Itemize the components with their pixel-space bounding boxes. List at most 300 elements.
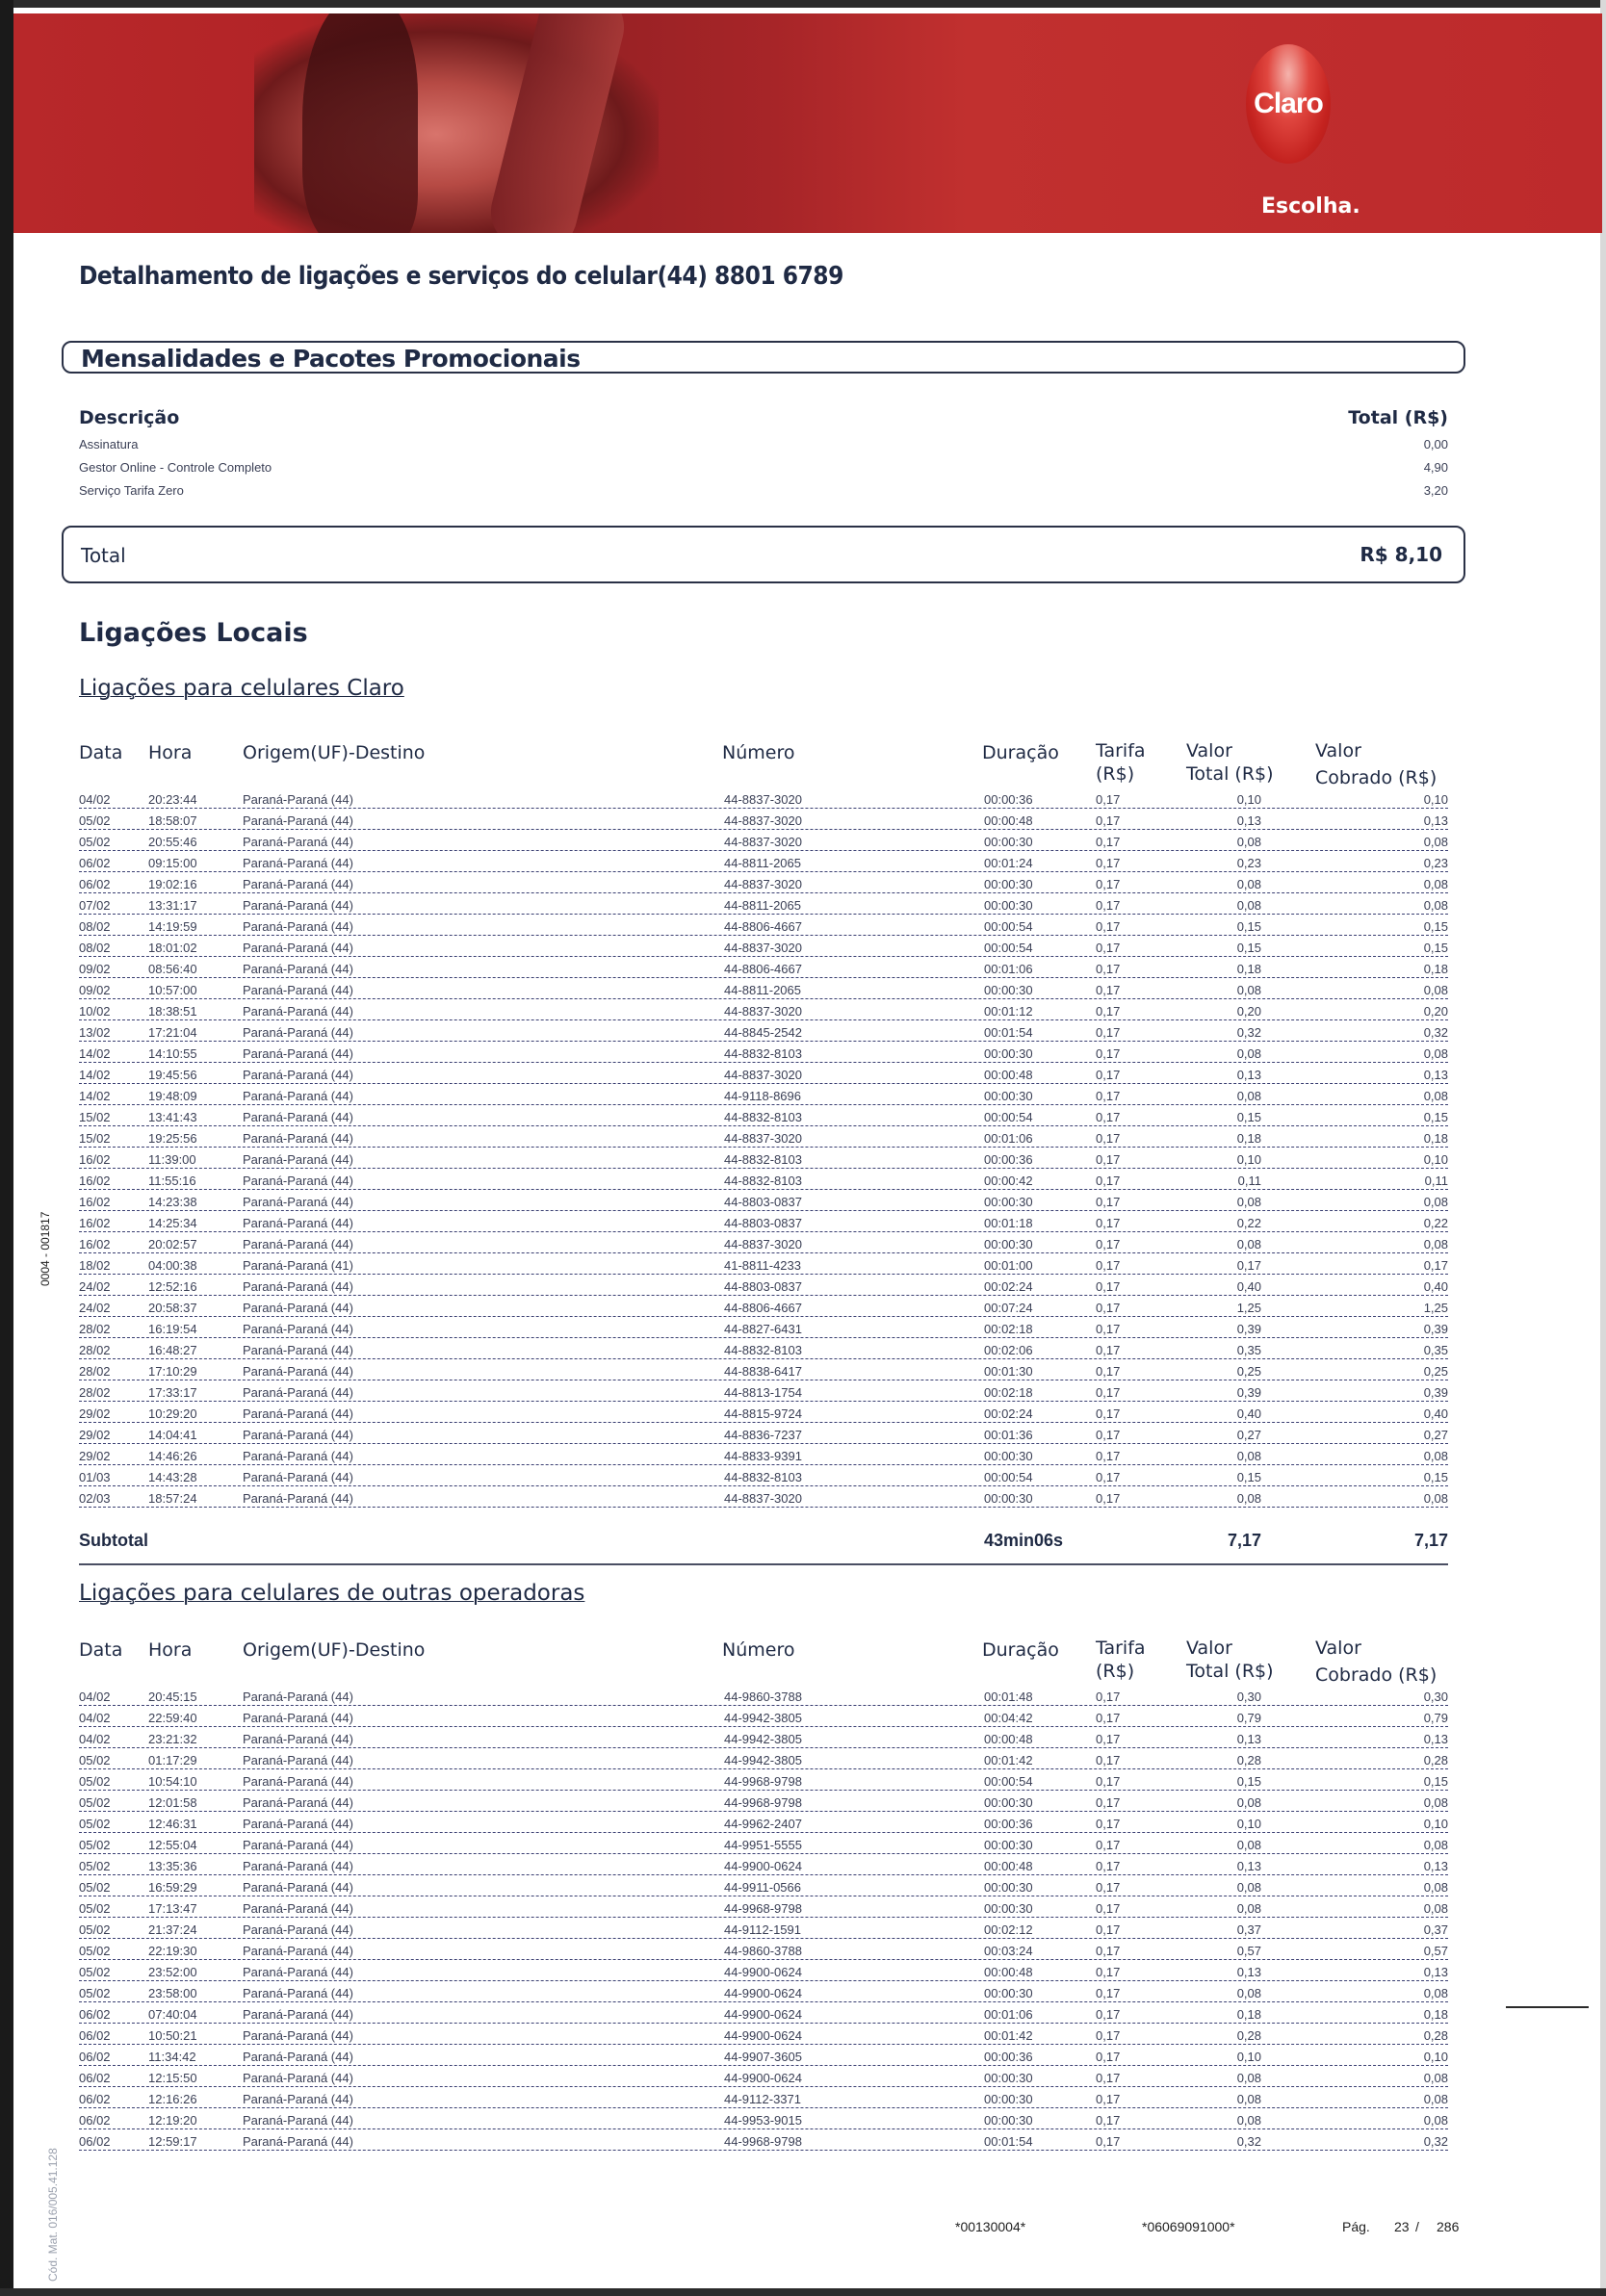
call-date: 14/02 — [79, 1046, 111, 1061]
call-charged-value: 0,11 — [1424, 1174, 1448, 1188]
call-rate: 0,17 — [1096, 1880, 1121, 1895]
call-charged-value: 0,10 — [1423, 1152, 1448, 1167]
call-number: 44-8837-3020 — [724, 1004, 802, 1019]
call-rate: 0,17 — [1096, 1258, 1121, 1273]
call-row — [79, 1002, 1448, 1020]
call-route: Paraná-Paraná (44) — [243, 1922, 353, 1937]
call-route: Paraná-Paraná (44) — [243, 1880, 353, 1895]
call-number: 44-8806-4667 — [724, 1301, 802, 1315]
call-rate: 0,17 — [1096, 1491, 1121, 1506]
call-total-value: 0,08 — [1236, 1901, 1261, 1916]
call-route: Paraná-Paraná (44) — [243, 792, 353, 807]
call-rate: 0,17 — [1096, 1279, 1121, 1294]
call-time: 20:45:15 — [148, 1690, 197, 1704]
call-row — [79, 2069, 1448, 2087]
call-row — [79, 833, 1448, 851]
call-time: 20:23:44 — [148, 792, 197, 807]
call-time: 12:59:17 — [148, 2134, 197, 2149]
call-time: 13:31:17 — [148, 898, 197, 913]
call-date: 04/02 — [79, 792, 111, 807]
call-duration: 00:00:30 — [984, 1089, 1033, 1103]
call-row — [79, 1942, 1448, 1960]
call-date: 05/02 — [79, 1838, 111, 1852]
call-charged-value: 0,08 — [1423, 835, 1448, 849]
call-duration: 00:00:30 — [984, 1901, 1033, 1916]
call-total-value: 0,13 — [1236, 1732, 1261, 1746]
call-row — [79, 939, 1448, 957]
call-total-value: 0,25 — [1236, 1364, 1261, 1379]
call-time: 16:59:29 — [148, 1880, 197, 1895]
call-time: 14:10:55 — [148, 1046, 197, 1061]
call-total-value: 0,10 — [1236, 792, 1261, 807]
call-time: 22:19:30 — [148, 1944, 197, 1958]
call-charged-value: 0,15 — [1423, 1110, 1448, 1124]
call-charged-value: 0,27 — [1423, 1428, 1448, 1442]
call-total-value: 0,10 — [1236, 1152, 1261, 1167]
call-route: Paraná-Paraná (44) — [243, 962, 353, 976]
call-time: 10:29:20 — [148, 1406, 197, 1421]
call-total-value: 0,35 — [1236, 1343, 1261, 1357]
call-number: 44-8832-8103 — [724, 1174, 802, 1188]
call-number: 44-9900-0624 — [724, 1965, 802, 1979]
call-rate: 0,17 — [1096, 1690, 1121, 1704]
call-rate: 0,17 — [1096, 1795, 1121, 1810]
call-number: 44-9860-3788 — [724, 1690, 802, 1704]
call-rate: 0,17 — [1096, 1711, 1121, 1725]
call-number: 44-8832-8103 — [724, 1470, 802, 1484]
call-charged-value: 0,15 — [1423, 941, 1448, 955]
call-total-value: 0,40 — [1236, 1279, 1261, 1294]
call-route: Paraná-Paraná (44) — [243, 1944, 353, 1958]
call-charged-value: 0,10 — [1423, 792, 1448, 807]
call-date: 05/02 — [79, 835, 111, 849]
call-date: 16/02 — [79, 1174, 111, 1188]
call-duration: 00:00:54 — [984, 1470, 1033, 1484]
call-date: 16/02 — [79, 1216, 111, 1230]
call-time: 20:58:37 — [148, 1301, 197, 1315]
col-valor-total: Valor — [1186, 740, 1232, 761]
call-charged-value: 0,17 — [1423, 1258, 1448, 1273]
footer-barcode-2: *06069091000* — [1142, 2219, 1235, 2234]
call-number: 44-9968-9798 — [724, 1774, 802, 1789]
call-number: 44-9900-0624 — [724, 1859, 802, 1873]
call-total-value: 0,13 — [1236, 813, 1261, 828]
call-date: 28/02 — [79, 1343, 111, 1357]
call-date: 06/02 — [79, 2071, 111, 2085]
call-total-value: 0,17 — [1236, 1258, 1261, 1273]
call-duration: 00:01:42 — [984, 2028, 1033, 2043]
call-route: Paraná-Paraná (44) — [243, 2071, 353, 2085]
call-total-value: 0,08 — [1236, 1838, 1261, 1852]
call-rate: 0,17 — [1096, 2113, 1121, 2128]
call-date: 24/02 — [79, 1301, 111, 1315]
call-duration: 00:01:06 — [984, 1131, 1033, 1146]
call-rate: 0,17 — [1096, 2092, 1121, 2106]
call-total-value: 0,08 — [1236, 2092, 1261, 2106]
call-route: Paraná-Paraná (44) — [243, 1025, 353, 1040]
call-time: 18:38:51 — [148, 1004, 197, 1019]
call-total-value: 0,39 — [1236, 1322, 1261, 1336]
call-time: 14:23:38 — [148, 1195, 197, 1209]
call-charged-value: 0,18 — [1423, 2007, 1448, 2022]
call-total-value: 0,30 — [1236, 1690, 1261, 1704]
call-rate: 0,17 — [1096, 2007, 1121, 2022]
call-charged-value: 0,10 — [1423, 1817, 1448, 1831]
call-total-value: 0,18 — [1236, 962, 1261, 976]
footer-page-label: Pág. — [1342, 2219, 1370, 2234]
call-time: 20:55:46 — [148, 835, 197, 849]
call-rate: 0,17 — [1096, 813, 1121, 828]
call-route: Paraná-Paraná (44) — [243, 835, 353, 849]
col-valor-cobrado-unit: Cobrado (R$) — [1315, 767, 1438, 788]
scan-left-edge — [0, 0, 13, 2296]
call-time: 10:54:10 — [148, 1774, 197, 1789]
call-duration: 00:04:42 — [984, 1711, 1033, 1725]
claro-logo — [1246, 44, 1331, 164]
call-route: Paraná-Paraná (44) — [243, 2092, 353, 2106]
call-total-value: 0,32 — [1236, 1025, 1261, 1040]
call-route: Paraná-Paraná (44) — [243, 1089, 353, 1103]
call-number: 44-8837-3020 — [724, 1237, 802, 1251]
subsection-title-claro: Ligações para celulares Claro — [79, 676, 404, 701]
call-date: 13/02 — [79, 1025, 111, 1040]
call-row — [79, 1468, 1448, 1486]
call-total-value: 0,08 — [1236, 1046, 1261, 1061]
call-number: 44-8838-6417 — [724, 1364, 802, 1379]
call-number: 44-9942-3805 — [724, 1711, 802, 1725]
call-total-value: 0,13 — [1236, 1068, 1261, 1082]
call-time: 11:39:00 — [148, 1152, 196, 1167]
call-rate: 0,17 — [1096, 2071, 1121, 2085]
call-row — [79, 1299, 1448, 1317]
col-tarifa-unit: (R$) — [1096, 1661, 1135, 1682]
call-row — [79, 1256, 1448, 1275]
call-time: 17:33:17 — [148, 1385, 197, 1400]
col-duracao: Duração — [982, 742, 1059, 763]
call-charged-value: 0,13 — [1423, 1859, 1448, 1873]
call-rate: 0,17 — [1096, 2050, 1121, 2064]
brand-slogan: Escolha. — [1261, 194, 1360, 219]
call-date: 01/03 — [79, 1470, 111, 1484]
call-duration: 00:00:30 — [984, 1795, 1033, 1810]
mensalidade-desc: Gestor Online - Controle Completo — [79, 460, 272, 475]
call-route: Paraná-Paraná (44) — [243, 2007, 353, 2022]
call-row — [79, 1277, 1448, 1296]
call-route: Paraná-Paraná (44) — [243, 1901, 353, 1916]
mensalidade-item — [79, 460, 1448, 481]
call-rate: 0,17 — [1096, 1195, 1121, 1209]
call-date: 28/02 — [79, 1322, 111, 1336]
call-number: 44-8806-4667 — [724, 962, 802, 976]
claro-logo-text: Claro — [1254, 88, 1323, 119]
call-charged-value: 0,57 — [1423, 1944, 1448, 1958]
call-time: 12:46:31 — [148, 1817, 197, 1831]
call-route: Paraná-Paraná (44) — [243, 1004, 353, 1019]
call-number: 44-9942-3805 — [724, 1732, 802, 1746]
call-date: 05/02 — [79, 813, 111, 828]
call-charged-value: 0,08 — [1423, 2071, 1448, 2085]
call-row — [79, 1045, 1448, 1063]
call-duration: 00:00:48 — [984, 1732, 1033, 1746]
call-total-value: 0,08 — [1236, 1986, 1261, 2000]
call-duration: 00:02:18 — [984, 1322, 1033, 1336]
col-valor-cobrado-unit: Cobrado (R$) — [1315, 1664, 1438, 1686]
call-row — [79, 1489, 1448, 1508]
call-total-value: 0,20 — [1236, 1004, 1261, 1019]
call-number: 44-9112-1591 — [724, 1922, 801, 1937]
call-date: 06/02 — [79, 2092, 111, 2106]
col-tarifa: Tarifa — [1096, 740, 1146, 761]
call-number: 44-8803-0837 — [724, 1279, 802, 1294]
call-time: 14:04:41 — [148, 1428, 197, 1442]
call-route: Paraná-Paraná (44) — [243, 898, 353, 913]
mensalidade-item — [79, 437, 1448, 458]
call-charged-value: 0,28 — [1423, 2028, 1448, 2043]
call-duration: 00:00:48 — [984, 813, 1033, 828]
call-total-value: 0,13 — [1236, 1965, 1261, 1979]
col-hora: Hora — [148, 1639, 193, 1661]
call-total-value: 0,40 — [1236, 1406, 1261, 1421]
call-duration: 00:00:30 — [984, 1838, 1033, 1852]
call-date: 18/02 — [79, 1258, 111, 1273]
call-time: 10:57:00 — [148, 983, 197, 997]
subtotal-divider — [79, 1563, 1448, 1565]
call-total-value: 0,08 — [1236, 2071, 1261, 2085]
call-time: 12:15:50 — [148, 2071, 197, 2085]
call-number: 44-8827-6431 — [724, 1322, 802, 1336]
col-valor-total: Valor — [1186, 1638, 1232, 1659]
call-duration: 00:01:36 — [984, 1428, 1033, 1442]
call-number: 44-8837-3020 — [724, 941, 802, 955]
call-time: 09:15:00 — [148, 856, 197, 870]
call-time: 11:55:16 — [148, 1174, 196, 1188]
call-route: Paraná-Paraná (44) — [243, 1385, 353, 1400]
scan-right-edge — [1600, 0, 1606, 2296]
call-duration: 00:00:30 — [984, 1195, 1033, 1209]
call-duration: 00:00:30 — [984, 1880, 1033, 1895]
call-time: 23:58:00 — [148, 1986, 197, 2000]
call-route: Paraná-Paraná (44) — [243, 877, 353, 891]
call-number: 44-8837-3020 — [724, 1491, 802, 1506]
banner-photo-hair — [302, 13, 418, 233]
call-rate: 0,17 — [1096, 1322, 1121, 1336]
call-date: 14/02 — [79, 1089, 111, 1103]
subtotal-valor-cobrado: 7,17 — [1413, 1531, 1448, 1550]
call-number: 44-8837-3020 — [724, 1068, 802, 1082]
call-charged-value: 0,13 — [1423, 1732, 1448, 1746]
call-rate: 0,17 — [1096, 792, 1121, 807]
call-rate: 0,17 — [1096, 1025, 1121, 1040]
call-total-value: 0,32 — [1236, 2134, 1261, 2149]
call-time: 22:59:40 — [148, 1711, 197, 1725]
call-rate: 0,17 — [1096, 941, 1121, 955]
call-number: 44-8845-2542 — [724, 1025, 802, 1040]
call-number: 44-8811-2065 — [724, 856, 801, 870]
call-row — [79, 1984, 1448, 2002]
call-duration: 00:00:36 — [984, 2050, 1033, 2064]
call-route: Paraná-Paraná (44) — [243, 1859, 353, 1873]
mensalidade-desc: Assinatura — [79, 437, 139, 451]
call-date: 05/02 — [79, 1986, 111, 2000]
call-charged-value: 0,08 — [1423, 1901, 1448, 1916]
subsection-title-outras: Ligações para celulares de outras operadoras — [79, 1581, 585, 1606]
call-rate: 0,17 — [1096, 1774, 1121, 1789]
call-time: 12:55:04 — [148, 1838, 197, 1852]
mensalidade-item — [79, 483, 1448, 504]
call-route: Paraná-Paraná (44) — [243, 1216, 353, 1230]
call-number: 44-9118-8696 — [724, 1089, 801, 1103]
call-date: 02/03 — [79, 1491, 111, 1506]
col-numero: Número — [722, 1639, 795, 1661]
call-charged-value: 0,23 — [1423, 856, 1448, 870]
call-route: Paraná-Paraná (44) — [243, 941, 353, 955]
call-row — [79, 875, 1448, 893]
call-number: 44-9953-9015 — [724, 2113, 802, 2128]
call-duration: 00:00:30 — [984, 1491, 1033, 1506]
call-row — [79, 2111, 1448, 2129]
call-duration: 00:00:30 — [984, 1046, 1033, 1061]
call-charged-value: 0,18 — [1423, 962, 1448, 976]
call-row — [79, 896, 1448, 915]
mensalidades-col-descricao: Descrição — [79, 407, 180, 428]
call-duration: 00:01:48 — [984, 1690, 1033, 1704]
call-date: 06/02 — [79, 2134, 111, 2149]
call-number: 44-8811-2065 — [724, 898, 801, 913]
call-charged-value: 0,37 — [1423, 1922, 1448, 1937]
call-row — [79, 1426, 1448, 1444]
call-duration: 00:00:30 — [984, 877, 1033, 891]
call-duration: 00:02:18 — [984, 1385, 1033, 1400]
call-rate: 0,17 — [1096, 2134, 1121, 2149]
call-date: 15/02 — [79, 1131, 111, 1146]
call-date: 05/02 — [79, 1880, 111, 1895]
call-number: 44-8837-3020 — [724, 792, 802, 807]
call-row — [79, 2026, 1448, 2045]
call-rate: 0,17 — [1096, 2028, 1121, 2043]
call-time: 14:19:59 — [148, 919, 197, 934]
mensalidade-value: 4,90 — [1423, 460, 1448, 475]
call-route: Paraná-Paraná (44) — [243, 2028, 353, 2043]
call-total-value: 0,08 — [1236, 1449, 1261, 1463]
mensalidade-value: 3,20 — [1423, 483, 1448, 498]
call-date: 29/02 — [79, 1428, 111, 1442]
call-charged-value: 0,30 — [1423, 1690, 1448, 1704]
call-number: 44-9968-9798 — [724, 2134, 802, 2149]
call-row — [79, 1405, 1448, 1423]
call-date: 05/02 — [79, 1774, 111, 1789]
call-time: 19:25:56 — [148, 1131, 197, 1146]
call-row — [79, 1730, 1448, 1748]
call-duration: 00:00:54 — [984, 941, 1033, 955]
call-duration: 00:00:30 — [984, 2092, 1033, 2106]
call-rate: 0,17 — [1096, 1901, 1121, 1916]
call-date: 04/02 — [79, 1732, 111, 1746]
call-number: 44-9900-0624 — [724, 2007, 802, 2022]
col-origem: Origem(UF)-Destino — [243, 1639, 426, 1661]
call-number: 44-8832-8103 — [724, 1152, 802, 1167]
call-total-value: 0,08 — [1236, 1880, 1261, 1895]
call-time: 08:56:40 — [148, 962, 197, 976]
call-row — [79, 1857, 1448, 1875]
call-route: Paraná-Paraná (44) — [243, 1110, 353, 1124]
call-charged-value: 0,08 — [1423, 898, 1448, 913]
call-charged-value: 0,39 — [1423, 1385, 1448, 1400]
call-route: Paraná-Paraná (44) — [243, 2134, 353, 2149]
call-rate: 0,17 — [1096, 1046, 1121, 1061]
call-total-value: 0,18 — [1236, 2007, 1261, 2022]
call-total-value: 0,15 — [1236, 919, 1261, 934]
call-row — [79, 1066, 1448, 1084]
call-rate: 0,17 — [1096, 1110, 1121, 1124]
call-row — [79, 917, 1448, 936]
call-duration: 00:02:06 — [984, 1343, 1033, 1357]
call-route: Paraná-Paraná (44) — [243, 1364, 353, 1379]
call-duration: 00:07:24 — [984, 1301, 1033, 1315]
side-material-code: Cód. Mat. 016/005.41.128 — [46, 2148, 60, 2282]
call-charged-value: 0,28 — [1423, 1753, 1448, 1767]
call-time: 13:41:43 — [148, 1110, 197, 1124]
call-number: 44-8803-0837 — [724, 1216, 802, 1230]
call-time: 16:19:54 — [148, 1322, 197, 1336]
call-number: 44-9900-0624 — [724, 1986, 802, 2000]
call-row — [79, 2048, 1448, 2066]
call-row — [79, 854, 1448, 872]
call-route: Paraná-Paraná (44) — [243, 919, 353, 934]
call-route: Paraná-Paraná (44) — [243, 983, 353, 997]
call-total-value: 0,10 — [1236, 1817, 1261, 1831]
call-time: 21:37:24 — [148, 1922, 197, 1937]
call-date: 06/02 — [79, 2007, 111, 2022]
call-row — [79, 1899, 1448, 1918]
call-total-value: 0,27 — [1236, 1428, 1261, 1442]
call-date: 05/02 — [79, 1817, 111, 1831]
call-number: 44-8815-9724 — [724, 1406, 802, 1421]
call-rate: 0,17 — [1096, 898, 1121, 913]
call-duration: 00:00:30 — [984, 1986, 1033, 2000]
call-duration: 00:00:48 — [984, 1965, 1033, 1979]
call-row — [79, 1878, 1448, 1896]
call-date: 06/02 — [79, 2113, 111, 2128]
side-batch-code: 0004 - 001817 — [39, 1211, 52, 1286]
call-date: 06/02 — [79, 877, 111, 891]
call-row — [79, 1193, 1448, 1211]
call-route: Paraná-Paraná (44) — [243, 1817, 353, 1831]
call-route: Paraná-Paraná (44) — [243, 1046, 353, 1061]
section-title-ligacoes-locais: Ligações Locais — [79, 618, 308, 648]
call-charged-value: 0,32 — [1423, 2134, 1448, 2149]
call-duration: 00:01:54 — [984, 1025, 1033, 1040]
call-charged-value: 0,15 — [1423, 1470, 1448, 1484]
call-row — [79, 1023, 1448, 1042]
call-route: Paraná-Paraná (44) — [243, 1301, 353, 1315]
call-row — [79, 812, 1448, 830]
call-rate: 0,17 — [1096, 983, 1121, 997]
call-number: 44-8837-3020 — [724, 813, 802, 828]
call-date: 08/02 — [79, 919, 111, 934]
header-banner — [13, 13, 1602, 233]
call-time: 19:45:56 — [148, 1068, 197, 1082]
call-charged-value: 0,08 — [1423, 1491, 1448, 1506]
call-total-value: 0,08 — [1236, 835, 1261, 849]
call-date: 05/02 — [79, 1901, 111, 1916]
call-route: Paraná-Paraná (44) — [243, 1406, 353, 1421]
call-time: 12:01:58 — [148, 1795, 197, 1810]
call-duration: 00:00:54 — [984, 1774, 1033, 1789]
call-charged-value: 1,25 — [1423, 1301, 1448, 1315]
call-total-value: 0,23 — [1236, 856, 1261, 870]
call-route: Paraná-Paraná (44) — [243, 1449, 353, 1463]
call-date: 07/02 — [79, 898, 111, 913]
